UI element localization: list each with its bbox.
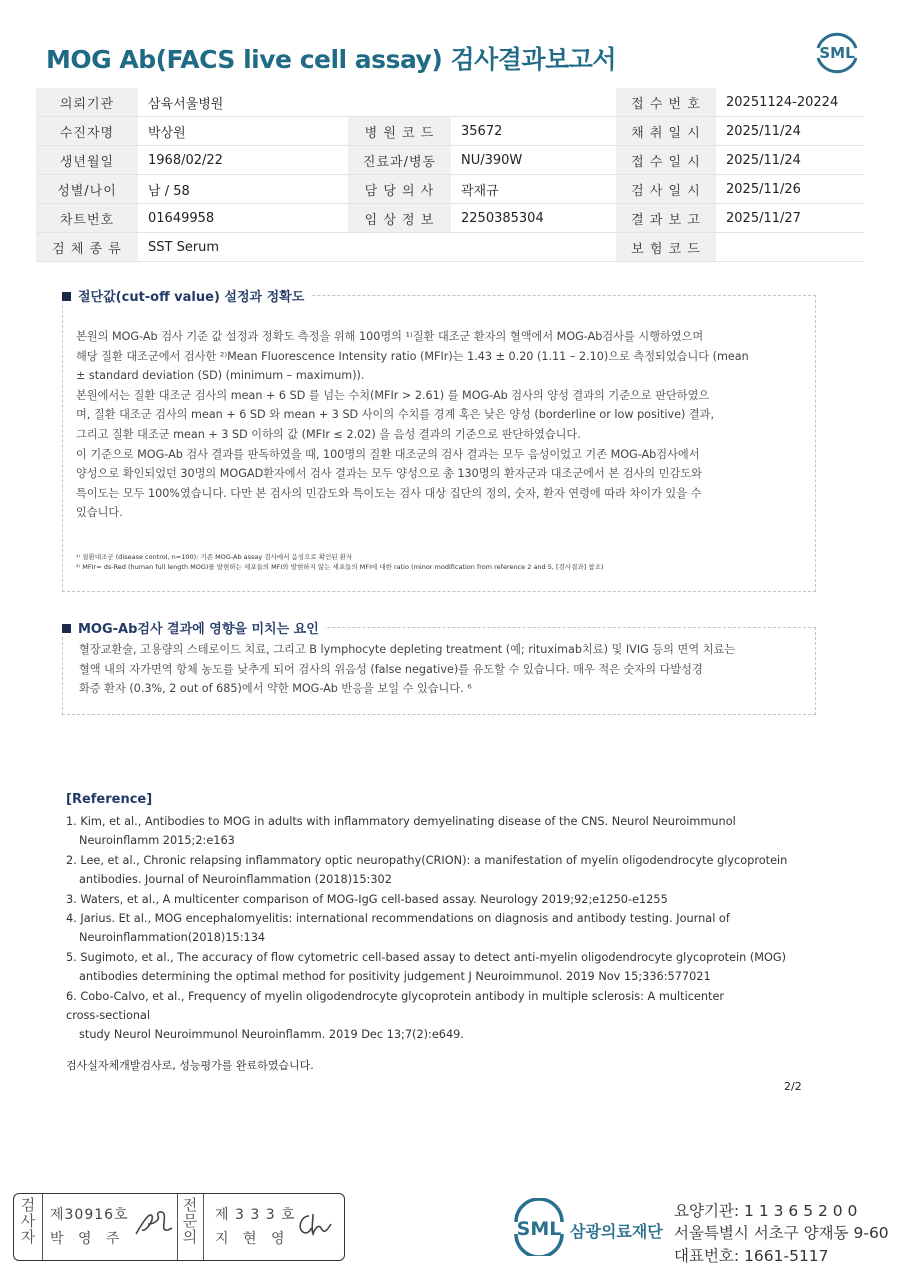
info-label-1: 생년월일 <box>36 146 138 175</box>
reference-item <box>66 851 826 890</box>
paragraph-line: 해당 질환 대조군에서 검사한 ²⁾Mean Fluorescence Intensity ratio (MFIr)는 1.43 ± 0.20 (1.11 – 2.10)으로 측정되었습니다 (mean <box>76 349 749 363</box>
paragraph-line: 본원에서는 질환 대조군 검사의 mean + 6 SD 를 넘는 수치(MFIr > 2.61) 를 MOG-Ab 검사의 양성 결과의 기준으로 판단하였으 <box>76 388 710 402</box>
paragraph-line: 양성으로 확인되었던 30명의 MOGAD환자에서 검사 결과는 모두 양성으로 총 130명의 환자군과 대조군에서 본 검사의 민감도와 <box>76 467 702 481</box>
info-value-1: 박상원 <box>138 117 348 146</box>
reference-item <box>66 812 826 851</box>
bullet-square-icon <box>62 624 71 633</box>
footer-org-name: 삼광의료재단 <box>570 1222 663 1241</box>
reference-line: 5. Sugimoto, et al., The accuracy of flow cytometric cell-based assay to detect anti-myelin oligodendrocyte glycoprotein (MOG) <box>66 950 787 964</box>
info-value-3: 2025/11/27 <box>716 204 864 233</box>
info-label-2: 임 상 정 보 <box>348 204 451 233</box>
info-value-3: 20251124-20224 <box>716 88 864 117</box>
info-label-2: 병 원 코 드 <box>348 117 451 146</box>
specialist-name: 지 현 영 <box>215 1231 290 1247</box>
info-label-2 <box>348 88 451 117</box>
tester-license-no: 제30916호 <box>50 1207 129 1223</box>
cutoff-section-heading <box>62 286 310 305</box>
reference-line: 2. Lee, et al., Chronic relapsing inflammatory optic neuropathy(CRION): a manifestation of myelin oligodendrocyte glycoprotein <box>66 853 788 867</box>
info-label-2 <box>348 233 451 262</box>
reference-line: study Neurol Neuroimmunol Neuroinflamm. 2019 Dec 13;7(2):e649. <box>79 1028 464 1042</box>
specialist-label-cell <box>177 1194 204 1260</box>
validation-note: 검사실자체개발검사로, 성능평가를 완료하였습니다. <box>66 1059 314 1072</box>
info-label-3: 결 과 보 고 <box>616 204 716 233</box>
cutoff-paragraph <box>76 327 816 523</box>
reference-item <box>66 890 826 909</box>
bullet-square-icon <box>62 292 71 301</box>
reference-list <box>66 812 826 1045</box>
info-label-3: 접 수 번 호 <box>616 88 716 117</box>
cutoff-heading-text: 절단값(cut-off value) 설정과 정확도 <box>78 290 305 305</box>
info-row <box>36 175 864 204</box>
footer-phone: 대표번호: 1661-5117 <box>674 1247 829 1265</box>
info-label-3: 채 취 일 시 <box>616 117 716 146</box>
reference-line: 1. Kim, et al., Antibodies to MOG in adults with inflammatory demyelinating disease of the CNS. Neurol Neuroimmunol <box>66 815 736 828</box>
info-row <box>36 88 864 117</box>
reference-heading: [Reference] <box>66 792 153 807</box>
paragraph-line: 혈장교환술, 고용량의 스테로이드 치료, 그리고 B lymphocyte depleting treatment (예; rituximab치료) 및 IVIG 등의 면역 치료는 <box>79 643 736 656</box>
info-row <box>36 117 864 146</box>
info-value-1: 삼육서울병원 <box>138 88 348 117</box>
paragraph-line: 이 기준으로 MOG-Ab 검사 결과를 판독하였을 때, 100명의 질환 대조군의 검사 결과는 모두 음성이었고 기존 MOG-Ab검사에서 <box>76 447 700 461</box>
paragraph-line: 본원의 MOG-Ab 검사 기준 값 설정과 정확도 측정을 위해 100명의 ¹⁾질환 대조군 환자의 혈액에서 MOG-Ab검사를 시행하였으며 <box>76 330 704 343</box>
specialist-cell <box>203 1194 344 1260</box>
specialist-license-no: 제 3 3 3 호 <box>215 1207 296 1223</box>
report-title: MOG Ab(FACS live cell assay) 검사결과보고서 <box>46 45 617 74</box>
reference-item <box>66 948 826 987</box>
factors-heading-text: MOG-Ab검사 결과에 영향을 미치는 요인 <box>78 622 319 637</box>
info-label-1: 검 체 종 류 <box>36 233 138 262</box>
info-label-1: 수진자명 <box>36 117 138 146</box>
paragraph-line: ± standard deviation (SD) (minimum – maximum)). <box>76 369 365 383</box>
page-number: 2/2 <box>784 1080 802 1093</box>
reference-item <box>66 909 826 948</box>
tester-vertical-label: 검 사 자 <box>20 1196 36 1246</box>
cutoff-footnotes <box>76 553 811 572</box>
reference-line: Neuroinflammation(2018)15:134 <box>79 931 266 945</box>
info-value-1: 01649958 <box>138 204 348 233</box>
info-value-2: 곽재규 <box>451 175 616 204</box>
footnote-line: ¹⁾ 질환대조군 (disease control, n=100): 기존 MOG-Ab assay 검사에서 음성으로 확인된 환자 <box>76 553 353 561</box>
specialist-signature-scribble <box>295 1210 335 1240</box>
info-value-1: 1968/02/22 <box>138 146 348 175</box>
info-label-2: 진료과/병동 <box>348 146 451 175</box>
signature-box <box>13 1193 345 1261</box>
specialist-vertical-label: 전 문 의 <box>182 1196 198 1246</box>
sml-logo <box>812 28 862 76</box>
info-label-3: 접 수 일 시 <box>616 146 716 175</box>
reference-line: antibodies determining the optimal method for positivity judgement J Neuroimmunol. 2019 Nov 15;336:577021 <box>79 970 711 984</box>
info-value-2: 35672 <box>451 117 616 146</box>
tester-signature-scribble <box>134 1208 174 1240</box>
info-value-2 <box>451 88 616 117</box>
reference-line: 3. Waters, et al., A multicenter comparison of MOG-IgG cell-based assay. Neurology 2019;92;e1250-e1255 <box>66 892 668 906</box>
paragraph-line: 그리고 질환 대조군 mean + 3 SD 이하의 값 (MFIr ≤ 2.02) 을 음성 결과의 기준으로 판단하였습니다. <box>76 427 581 441</box>
footer-address: 서울특별시 서초구 양재동 9-60 <box>674 1224 889 1242</box>
info-label-1: 차트번호 <box>36 204 138 233</box>
footnote-line: ²⁾ MFIr= ds-Red (human full length MOG)를 발현하는 세포들의 MFI와 발현하지 않는 세포들의 MFI에 대한 ratio (minor modification from reference 2 and 5, [검사결과] 참조) <box>76 562 604 571</box>
patient-info-table <box>36 88 864 262</box>
reference-line: 6. Cobo-Calvo, et al., Frequency of myelin oligodendrocyte glycoprotein antibody in multiple sclerosis: A multicenter <box>66 989 725 1003</box>
info-row <box>36 146 864 175</box>
logo-text: SML <box>819 44 855 62</box>
paragraph-line: 특이도는 모두 100%였습니다. 다만 본 검사의 민감도와 특이도는 검사 대상 집단의 정의, 숫자, 환자 연령에 따라 차이가 있을 수 <box>76 486 702 500</box>
paragraph-line: 혈액 내의 자가면역 항체 농도를 낮추게 되어 검사의 위음성 (false negative)를 유도할 수 있습니다. 매우 적은 숫자의 다발성경 <box>79 662 703 676</box>
info-value-1: SST Serum <box>138 233 348 262</box>
info-label-1: 의뢰기관 <box>36 88 138 117</box>
paragraph-line: 며, 질환 대조군 검사의 mean + 6 SD 와 mean + 3 SD 사이의 수치를 경계 혹은 낮은 양성 (borderline or low positive) 결과, <box>76 408 715 422</box>
info-label-2: 담 당 의 사 <box>348 175 451 204</box>
info-value-3: 2025/11/24 <box>716 146 864 175</box>
factors-paragraph <box>79 640 814 699</box>
info-value-3: 2025/11/26 <box>716 175 864 204</box>
reference-line: Neuroinflamm 2015;2:e163 <box>79 834 235 848</box>
info-row <box>36 233 864 262</box>
factors-section-heading <box>62 618 325 637</box>
tester-cell <box>42 1194 178 1260</box>
info-value-3: 2025/11/24 <box>716 117 864 146</box>
info-value-3 <box>716 233 864 262</box>
info-value-1: 남 / 58 <box>138 175 348 204</box>
reference-line: cross-sectional <box>66 1009 151 1023</box>
footer-institution-code: 요양기관: 1 1 3 6 5 2 0 0 <box>674 1202 858 1220</box>
footer-sml-logo <box>510 1198 568 1256</box>
info-value-2 <box>451 233 616 262</box>
info-value-2: NU/390W <box>451 146 616 175</box>
tester-name: 박 영 주 <box>50 1231 125 1247</box>
reference-line: antibodies. Journal of Neuroinflammation (2018)15:302 <box>79 873 392 887</box>
info-value-2: 2250385304 <box>451 204 616 233</box>
info-label-1: 성별/나이 <box>36 175 138 204</box>
paragraph-line: 화증 환자 (0.3%, 2 out of 685)에서 약한 MOG-Ab 반응을 보일 수 있습니다. ⁶ <box>79 682 472 696</box>
info-label-3: 검 사 일 시 <box>616 175 716 204</box>
reference-item <box>66 987 826 1045</box>
footer-logo-text: SML <box>516 1218 562 1240</box>
paragraph-line: 있습니다. <box>76 506 123 520</box>
reference-line: 4. Jarius. Et al., MOG encephalomyelitis: international recommendations on diagnosis and antibody testing. Journal of <box>66 912 730 926</box>
info-label-3: 보 험 코 드 <box>616 233 716 262</box>
info-row <box>36 204 864 233</box>
tester-label-cell <box>14 1194 43 1260</box>
